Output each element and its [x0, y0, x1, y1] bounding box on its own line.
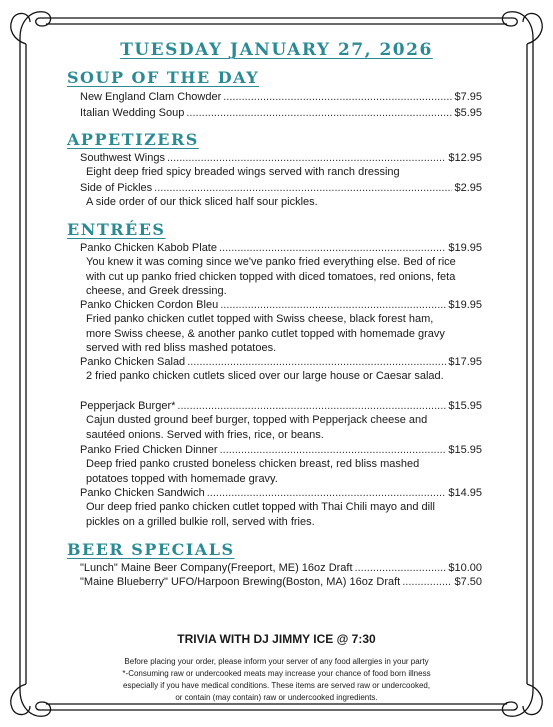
item-price: $7.95 — [454, 91, 482, 103]
menu-item — [80, 299, 482, 312]
disclaimer-line: *-Consuming raw or undercooked meats may increase your chance of food born illness — [122, 669, 431, 678]
item-description: A side order of our thick sliced half sour pickles. — [86, 196, 318, 208]
allergy-disclaimer — [60, 656, 493, 704]
menu-item — [80, 444, 482, 457]
leader-dots — [186, 107, 452, 120]
item-name: Italian Wedding Soup — [80, 107, 185, 119]
menu-item — [80, 356, 482, 369]
leader-dots — [220, 299, 446, 312]
menu-date-title: TUESDAY JANUARY 27, 2026 — [120, 40, 433, 60]
item-description: Fried panko chicken cutlet topped with Swiss cheese, black forest ham, more Swiss cheese, & another panko cutlet topped with homemade gravy served with red bliss mashed potatoes. — [86, 313, 445, 354]
item-price: $15.95 — [448, 444, 482, 456]
item-name: "Lunch" Maine Beer Company(Freeport, ME) 16oz Draft — [80, 562, 353, 574]
item-description: Cajun dusted ground beef burger, topped with Pepperjack cheese and sautéed onions. Served with fries, rice, or beans. — [86, 414, 428, 441]
item-name: Side of Pickles — [80, 182, 153, 194]
item-name: Panko Chicken Cordon Bleu — [80, 299, 219, 311]
menu-item — [80, 242, 482, 255]
item-price: $15.95 — [448, 400, 482, 412]
item-name: Panko Chicken Salad — [80, 356, 186, 368]
item-name: Southwest Wings — [80, 152, 165, 164]
item-price: $5.95 — [454, 107, 482, 119]
appetizers-heading: APPETIZERS — [67, 130, 199, 149]
item-name: Pepperjack Burger* — [80, 400, 176, 412]
item-name: Panko Fried Chicken Dinner — [80, 444, 218, 456]
leader-dots — [154, 182, 452, 195]
leader-dots — [220, 444, 447, 457]
beer-specials-heading: BEER SPECIALS — [67, 540, 235, 559]
soup-heading: SOUP OF THE DAY — [67, 68, 260, 87]
leader-dots — [187, 356, 446, 369]
menu-item — [80, 487, 482, 500]
disclaimer-line: Before placing your order, please inform your server of any food allergies in your party — [124, 657, 429, 666]
disclaimer-line: especially if you have medical conditions. These items are served raw or undercooked, — [122, 681, 431, 690]
item-description: Eight deep fried spicy breaded wings served with ranch dressing — [86, 166, 400, 178]
item-price: $7.50 — [454, 576, 482, 588]
leader-dots — [167, 152, 446, 165]
item-name: "Maine Blueberry" UFO/Harpoon Brewing(Boston, MA) 16oz Draft — [80, 576, 401, 588]
item-name: Panko Chicken Sandwich — [80, 487, 205, 499]
item-price: $19.95 — [448, 299, 482, 311]
menu-item — [80, 562, 482, 575]
item-price: $19.95 — [448, 242, 482, 254]
item-description: 2 fried panko chicken cutlets sliced over our large house or Caesar salad. — [86, 370, 444, 382]
item-price: $12.95 — [448, 152, 482, 164]
item-name: New England Clam Chowder — [80, 91, 222, 103]
item-description: Deep fried panko crusted boneless chicken breast, red bliss mashed potatoes topped with homemade gravy. — [86, 458, 420, 485]
item-description: Our deep fried panko chicken cutlet topped with Thai Chili mayo and dill pickles on a grilled bulkie roll, served with fries. — [86, 501, 435, 528]
trivia-announcement: TRIVIA WITH DJ JIMMY ICE @ 7:30 — [177, 632, 376, 646]
item-price: $14.95 — [448, 487, 482, 499]
menu-item — [80, 576, 482, 589]
leader-dots — [177, 400, 446, 413]
leader-dots — [402, 576, 452, 589]
item-description: You knew it was coming since we've panko fried everything else. Bed of rice with cut up panko fried chicken topped with diced tomatoes, red onions, feta cheese, and Greek dressing. — [86, 256, 456, 297]
menu-item — [80, 152, 482, 165]
leader-dots — [207, 487, 447, 500]
leader-dots — [355, 562, 447, 575]
entrees-heading: ENTRÉES — [67, 220, 166, 239]
leader-dots — [223, 91, 452, 104]
menu-item — [80, 91, 482, 104]
item-price: $2.95 — [454, 182, 482, 194]
menu-item — [80, 182, 482, 195]
leader-dots — [219, 242, 446, 255]
item-name: Panko Chicken Kabob Plate — [80, 242, 217, 254]
item-price: $17.95 — [448, 356, 482, 368]
menu-item — [80, 107, 482, 120]
item-price: $10.00 — [448, 562, 482, 574]
disclaimer-line: or contain (may contain) raw or undercooked ingredients. — [175, 693, 378, 702]
menu-item — [80, 400, 482, 413]
